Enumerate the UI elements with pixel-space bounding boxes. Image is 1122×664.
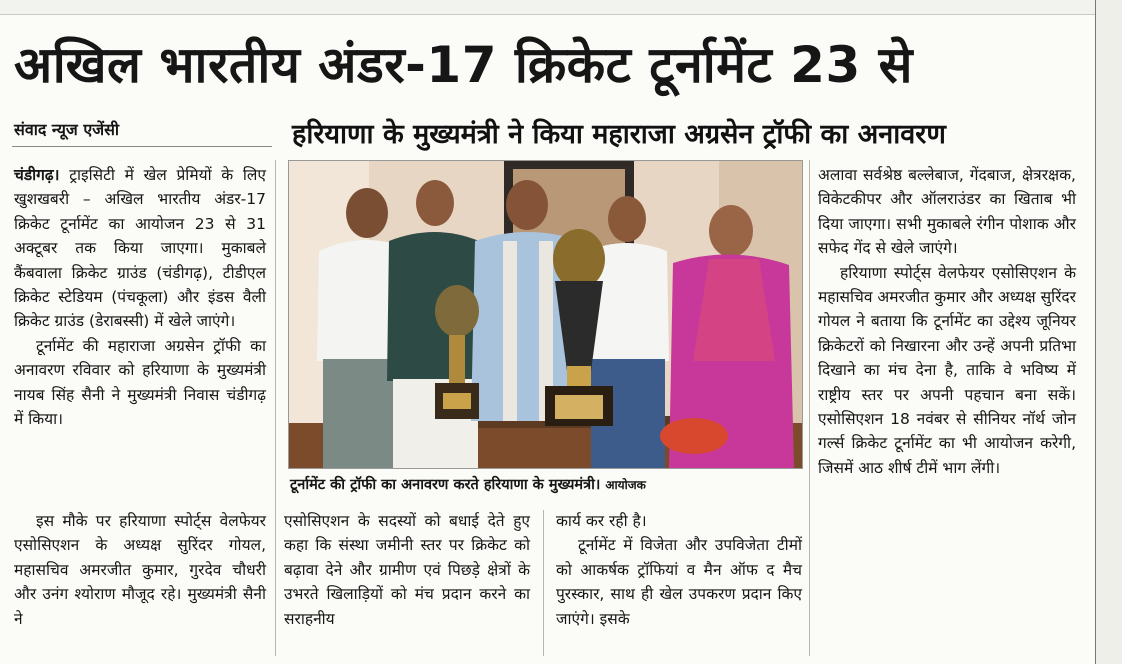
article-column-2 xyxy=(284,509,530,631)
article-column-3 xyxy=(556,509,802,631)
photo-illustration xyxy=(289,161,802,468)
article-paragraph-1 xyxy=(14,163,266,334)
article-column-4 xyxy=(818,163,1076,480)
dateline: चंडीगढ़। xyxy=(14,166,60,184)
article-paragraph-8: हरियाणा स्पोर्ट्स वेलफेयर एसोसिएशन के महासचिव अमरजीत कुमार और अध्यक्ष सुरिंदर गोयल ने बताया कि टूर्नामेंट का उद्देश्य जूनियर क्रिकेटरों को निखारना और उन्हें अपनी प्रतिभा दिखाने का मंच देना है, ताकि वे भविष्य में राष्ट्रीय स्तर पर अपनी पहचान बना सकें। एसोसिएशन 18 नवंबर से सीनियर नॉर्थ जोन गर्ल्स क्रिकेट टूर्नामेंट का भी आयोजन करेगी, जिसमें आठ शीर्ष टीमें भाग लेंगी। xyxy=(818,263,1076,477)
article-paragraph-1-text: ट्राइसिटी में खेल प्रेमियों के लिए खुशखबरी – अखिल भारतीय अंडर-17 क्रिकेट टूर्नामेंट का आयोजन 23 से 31 अक्टूबर तक किया जाएगा। मुकाबले कैंबवाला क्रिकेट ग्राउंड (चंडीगढ़), टीडीएल क्रिकेट स्टेडियम (पंचकूला) और इंडस वैली क्रिकेट ग्राउंड (डेराबस्सी) में खेले जाएंगे। xyxy=(14,166,266,331)
column-divider-3 xyxy=(809,160,810,656)
adjacent-column-strip xyxy=(1095,0,1122,664)
byline: संवाद न्यूज एजेंसी xyxy=(14,120,120,139)
previous-article-strip xyxy=(0,0,1122,15)
trophy-unveiling-photo xyxy=(288,160,803,469)
photo-red-bag xyxy=(660,418,728,454)
byline-divider xyxy=(12,146,272,147)
article-paragraph-5: कार्य कर रही है। xyxy=(556,512,647,530)
column-divider-1 xyxy=(275,160,276,656)
article-paragraph-3: इस मौके पर हरियाणा स्पोर्ट्स वेलफेयर एसोसिएशन के अध्यक्ष सुरिंदर गोयल, महासचिव अमरजीत कुमार, गुरदेव चौधरी और उनंग श्योराण मौजूद रहे। मुख्यमंत्री सैनी ने xyxy=(14,512,266,628)
article-paragraph-6: टूर्नामेंट में विजेता और उपविजेता टीमों को आकर्षक ट्रॉफियां व मैन ऑफ द मैच पुरस्कार, साथ ही खेल उपकरण प्रदान किए जाएंगे। इसके xyxy=(556,536,802,628)
article-paragraph-2: टूर्नामेंट की महाराजा अग्रसेन ट्रॉफी का अनावरण रविवार को हरियाणा के मुख्यमंत्री नायब सिंह सैनी ने मुख्यमंत्री निवास चंडीगढ़ में किया। xyxy=(14,336,266,429)
article-paragraph-7: अलावा सर्वश्रेष्ठ बल्लेबाज, गेंदबाज, क्षेत्ररक्षक, विकेटकीपर और ऑलराउंडर का खिताब भी दिया जाएगा। सभी मुकाबले रंगीन पोशाक और सफेद गेंद से खेले जाएंगे। xyxy=(818,166,1076,258)
photo-caption xyxy=(290,474,800,494)
article-column-1 xyxy=(14,163,266,431)
column-divider-2 xyxy=(543,510,544,656)
article-column-1-bottom xyxy=(14,509,266,631)
photo-caption-text: टूर्नामेंट की ट्रॉफी का अनावरण करते हरियाणा के मुख्यमंत्री। xyxy=(290,477,601,493)
headline: अखिल भारतीय अंडर-17 क्रिकेट टूर्नामेंट 23 से xyxy=(14,36,913,94)
article-paragraph-4: एसोसिएशन के सदस्यों को बधाई देते हुए कहा कि संस्था जमीनी स्तर पर क्रिकेट को बढ़ावा देने और ग्रामीण एवं पिछड़े क्षेत्रों के उभरते खिलाड़ियों को मंच प्रदान करने का सराहनीय xyxy=(284,512,530,628)
photo-credit: आयोजक xyxy=(605,478,646,492)
subheadline: हरियाणा के मुख्यमंत्री ने किया महाराजा अग्रसेन ट्रॉफी का अनावरण xyxy=(292,119,946,150)
